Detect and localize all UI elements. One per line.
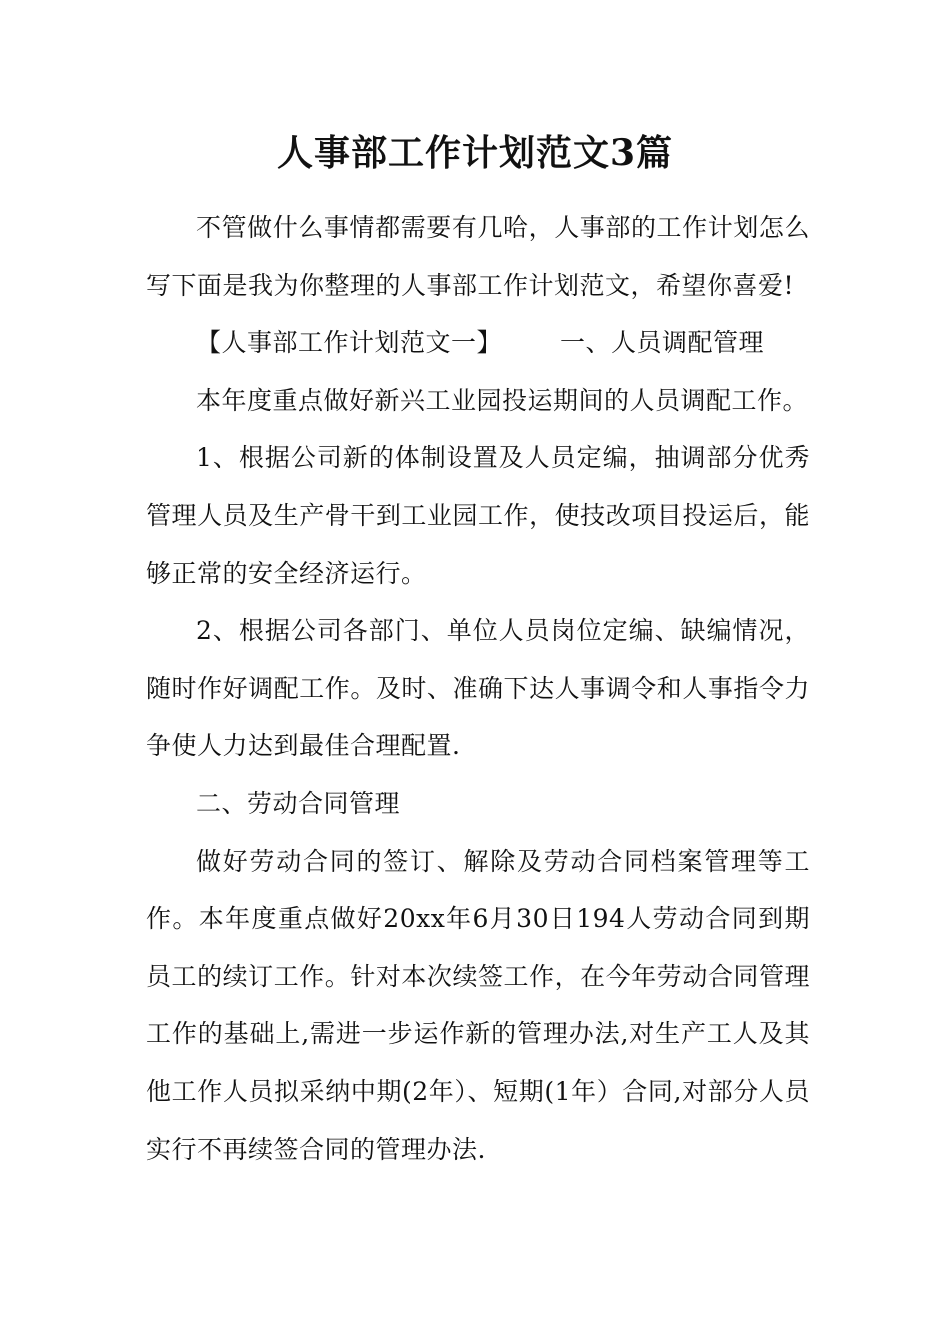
section-heading-line <box>146 314 810 372</box>
paragraph-labor-contract: 做好劳动合同的签订、解除及劳动合同档案管理等工作。本年度重点做好20xx年6月30日194人劳动合同到期员工的续订工作。针对本次续签工作，在今年劳动合同管理工作的基础上,需进一步运作新的管理办法,对生产工人及其他工作人员拟采纳中期(2年）、短期(1年）合同,对部分人员实行不再续签合同的管理办法. <box>146 846 810 1164</box>
list-item-2: 2、根据公司各部门、单位人员岗位定编、缺编情况，随时作好调配工作。及时、准确下达人事调令和人事指令力争使人力达到最佳合理配置. <box>146 616 810 761</box>
page-title: 人事部工作计划范文3篇 <box>276 132 674 174</box>
heading-labor-contract: 二、劳动合同管理 <box>196 788 401 818</box>
document-body <box>146 199 810 1178</box>
paragraph-allocation-focus: 本年度重点做好新兴工业园投运期间的人员调配工作。 <box>196 385 809 415</box>
section-tag: 【人事部工作计划范文一】 <box>196 328 503 358</box>
list-item-1: 1、根据公司新的体制设置及人员定编，抽调部分优秀管理人员及生产骨干到工业园工作，使技改项目投运后，能够正常的安全经济运行。 <box>146 443 810 588</box>
intro-paragraph: 不管做什么事情都需要有几哈，人事部的工作计划怎么写下面是我为你整理的人事部工作计划范文，希望你喜爱! <box>146 213 810 300</box>
heading-personnel-allocation: 一、人员调配管理 <box>560 328 765 358</box>
